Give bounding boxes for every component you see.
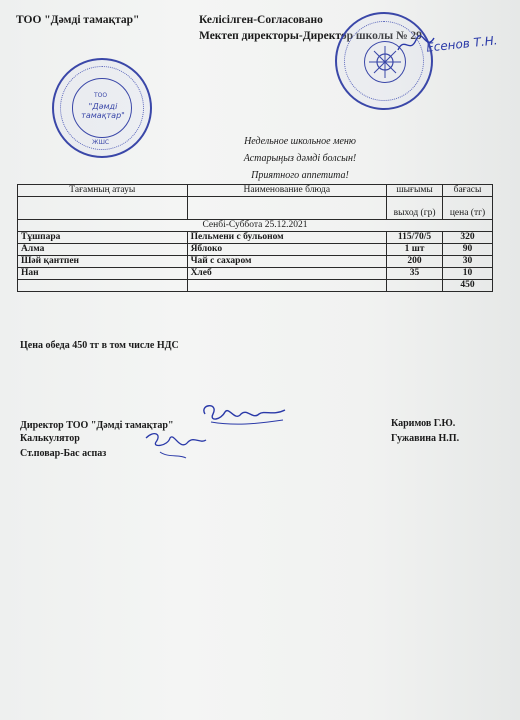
calculator-label: Калькулятор [20, 433, 80, 444]
header-name-kz: Тағамның атауы [18, 185, 188, 197]
company-name: ТОО "Дәмді тамақтар" [16, 14, 140, 26]
header-price-ru: цена (тг) [443, 197, 493, 220]
chef-label: Ст.повар-Бас аспаз [20, 448, 107, 459]
director-signature-icon [396, 32, 436, 56]
table-row [18, 256, 493, 268]
dish-name-kz: Алма [18, 244, 188, 256]
dish-name-ru: Яблоко [187, 244, 387, 256]
calculator-signature-icon [140, 428, 210, 462]
table-row [18, 268, 493, 280]
school-director-line: Мектеп директоры-Директор школы № 29 [199, 30, 422, 42]
menu-table [17, 184, 493, 292]
header-yield-kz: шығымы [387, 185, 443, 197]
dish-name-ru: Чай с сахаром [187, 256, 387, 268]
school-seal-stamp [335, 12, 433, 110]
dish-yield: 1 шт [387, 244, 443, 256]
menu-subtitle-ru: Приятного аппетита! [251, 170, 349, 181]
dish-name-ru: Хлеб [187, 268, 387, 280]
dish-price: 90 [443, 244, 493, 256]
day-label: Сенбі-Суббота 25.12.2021 [18, 220, 493, 232]
table-subheader-row [18, 197, 493, 220]
company-director-label: Директор ТОО "Дәмді тамақтар" [20, 420, 174, 431]
header-price-kz: бағасы [443, 185, 493, 197]
company-director-name: Каримов Г.Ю. [391, 418, 456, 429]
menu-title: Недельное школьное меню [244, 136, 356, 147]
table-day-row [18, 220, 493, 232]
table-total-row [18, 280, 493, 292]
stamp-top-text: ТОО [94, 92, 108, 99]
dish-price: 10 [443, 268, 493, 280]
dish-yield: 200 [387, 256, 443, 268]
dish-yield: 35 [387, 268, 443, 280]
dish-name-kz: Тұшпара [18, 232, 188, 244]
director-handwritten-name: Есенов Т.Н. [425, 33, 499, 55]
calculator-name: Гужавина Н.П. [391, 433, 460, 444]
dish-price: 320 [443, 232, 493, 244]
dish-yield: 115/70/5 [387, 232, 443, 244]
table-row [18, 244, 493, 256]
agreed-label: Келісілген-Согласовано [199, 14, 323, 26]
header-name-ru: Наименование блюда [187, 185, 387, 197]
dish-price: 30 [443, 256, 493, 268]
dish-name-kz: Нан [18, 268, 188, 280]
dish-name-ru: Пельмени с бульоном [187, 232, 387, 244]
table-row [18, 232, 493, 244]
stamp-bottom-text: ЖШС [92, 139, 110, 146]
table-header-row [18, 185, 493, 197]
price-note: Цена обеда 450 тг в том числе НДС [20, 340, 179, 351]
dish-name-kz: Шәй қантпен [18, 256, 188, 268]
stamp-company-name: "Дәмді тамақтар" [81, 102, 125, 120]
total-price: 450 [443, 280, 493, 292]
menu-subtitle-kz: Астарыңыз дәмді болсын! [243, 153, 357, 164]
header-yield-ru: выход (гр) [387, 197, 443, 220]
